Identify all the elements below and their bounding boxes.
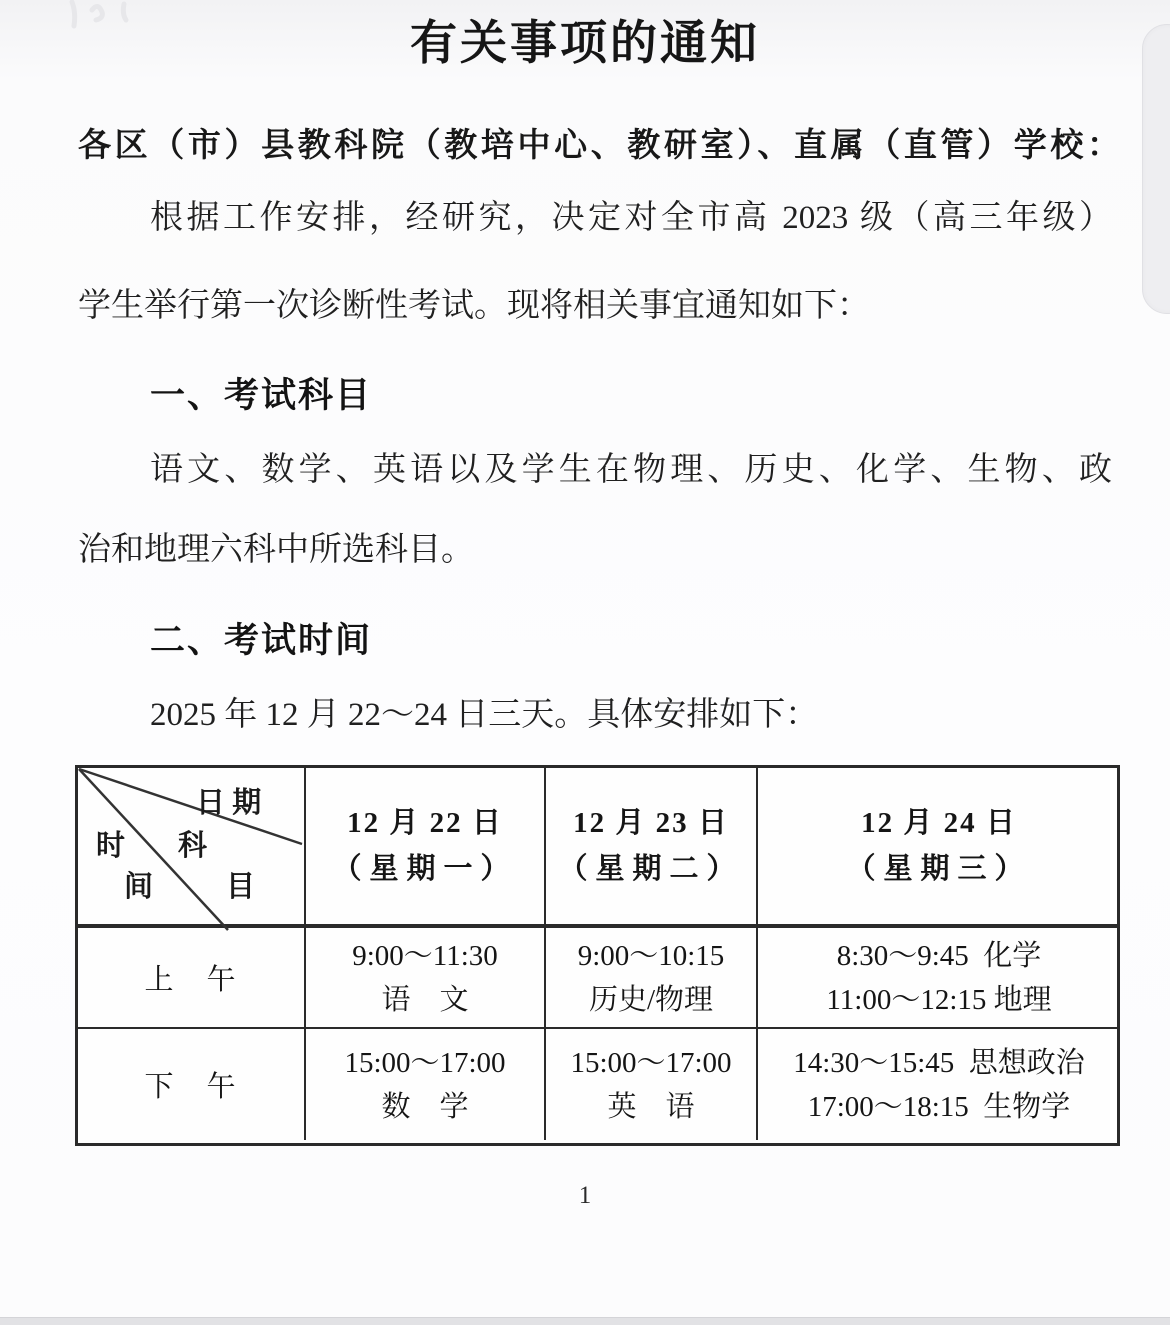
- cell-subject: 语 文: [381, 983, 469, 1016]
- cell-afternoon-dec22: [306, 1029, 546, 1140]
- table-header-dec24: [758, 768, 1120, 928]
- scrollbar-thumb[interactable]: [1142, 24, 1170, 314]
- corner-label-subject-bottom: 目: [226, 871, 256, 903]
- corner-label-time-bottom: 间: [124, 871, 154, 903]
- salutation-line: 各区（市）县教科院（教培中心、教研室）、直属（直管）学校：: [78, 128, 1120, 164]
- header-date: 12 月 23 日: [573, 807, 729, 839]
- cell-time: 15:00～17:00: [344, 1046, 506, 1079]
- cell-morning-dec23: [546, 928, 758, 1029]
- cell-subject: 英 语: [607, 1090, 695, 1123]
- cell-time-subject: 8:30～9:45 化学: [836, 939, 1042, 972]
- cell-morning-dec24: [758, 928, 1120, 1029]
- section1-line-2: 治和地理六科中所选科目。: [78, 532, 474, 568]
- cell-time-subject: 11:00～12:15 地理: [826, 983, 1052, 1016]
- table-corner-cell: [78, 768, 306, 928]
- cell-time-subject: 14:30～15:45 思想政治: [793, 1046, 1085, 1079]
- cell-morning-dec22: [306, 928, 546, 1029]
- header-week: （星期三）: [846, 853, 1032, 885]
- cell-time: 9:00～11:30: [352, 939, 498, 972]
- cell-subject: 数 学: [381, 1090, 469, 1123]
- cell-time: 9:00～10:15: [577, 939, 725, 972]
- cell-time-subject: 17:00～18:15 生物学: [807, 1090, 1071, 1123]
- section1-line-1: 语文、数学、英语以及学生在物理、历史、化学、生物、政: [150, 452, 1112, 488]
- section2-line-1: 2025 年 12 月 22～24 日三天。具体安排如下：: [150, 697, 819, 733]
- row-label-afternoon: [78, 1029, 306, 1140]
- header-date: 12 月 24 日: [861, 807, 1017, 839]
- bottom-bar: [0, 1317, 1170, 1325]
- cell-afternoon-dec23: [546, 1029, 758, 1140]
- corner-label-date: 日 期: [196, 787, 262, 819]
- row-label-morning: [78, 928, 306, 1029]
- page-title: 有关事项的通知: [410, 18, 760, 70]
- cell-time: 15:00～17:00: [570, 1046, 732, 1079]
- table-header-dec22: [306, 768, 546, 928]
- intro-line-2: 学生举行第一次诊断性考试。现将相关事宜通知如下：: [78, 288, 870, 324]
- row-label-text: 上 午: [144, 964, 238, 996]
- corner-label-subject-top: 科: [178, 830, 208, 862]
- section2-heading: 二、考试时间: [150, 621, 373, 660]
- table-header-dec23: [546, 768, 758, 928]
- exam-schedule-table: [75, 765, 1120, 1146]
- row-label-text: 下 午: [144, 1071, 238, 1103]
- cell-afternoon-dec24: [758, 1029, 1120, 1140]
- corner-label-time-top: 时: [96, 830, 126, 862]
- header-week: （星期一）: [332, 853, 518, 885]
- cell-subject: 历史/物理: [588, 983, 714, 1016]
- header-date: 12 月 22 日: [347, 807, 503, 839]
- intro-line-1: 根据工作安排，经研究，决定对全市高 2023 级（高三年级）: [150, 200, 1112, 236]
- page-number: 1: [578, 1182, 592, 1209]
- header-week: （星期二）: [558, 853, 744, 885]
- section1-heading: 一、考试科目: [150, 376, 373, 415]
